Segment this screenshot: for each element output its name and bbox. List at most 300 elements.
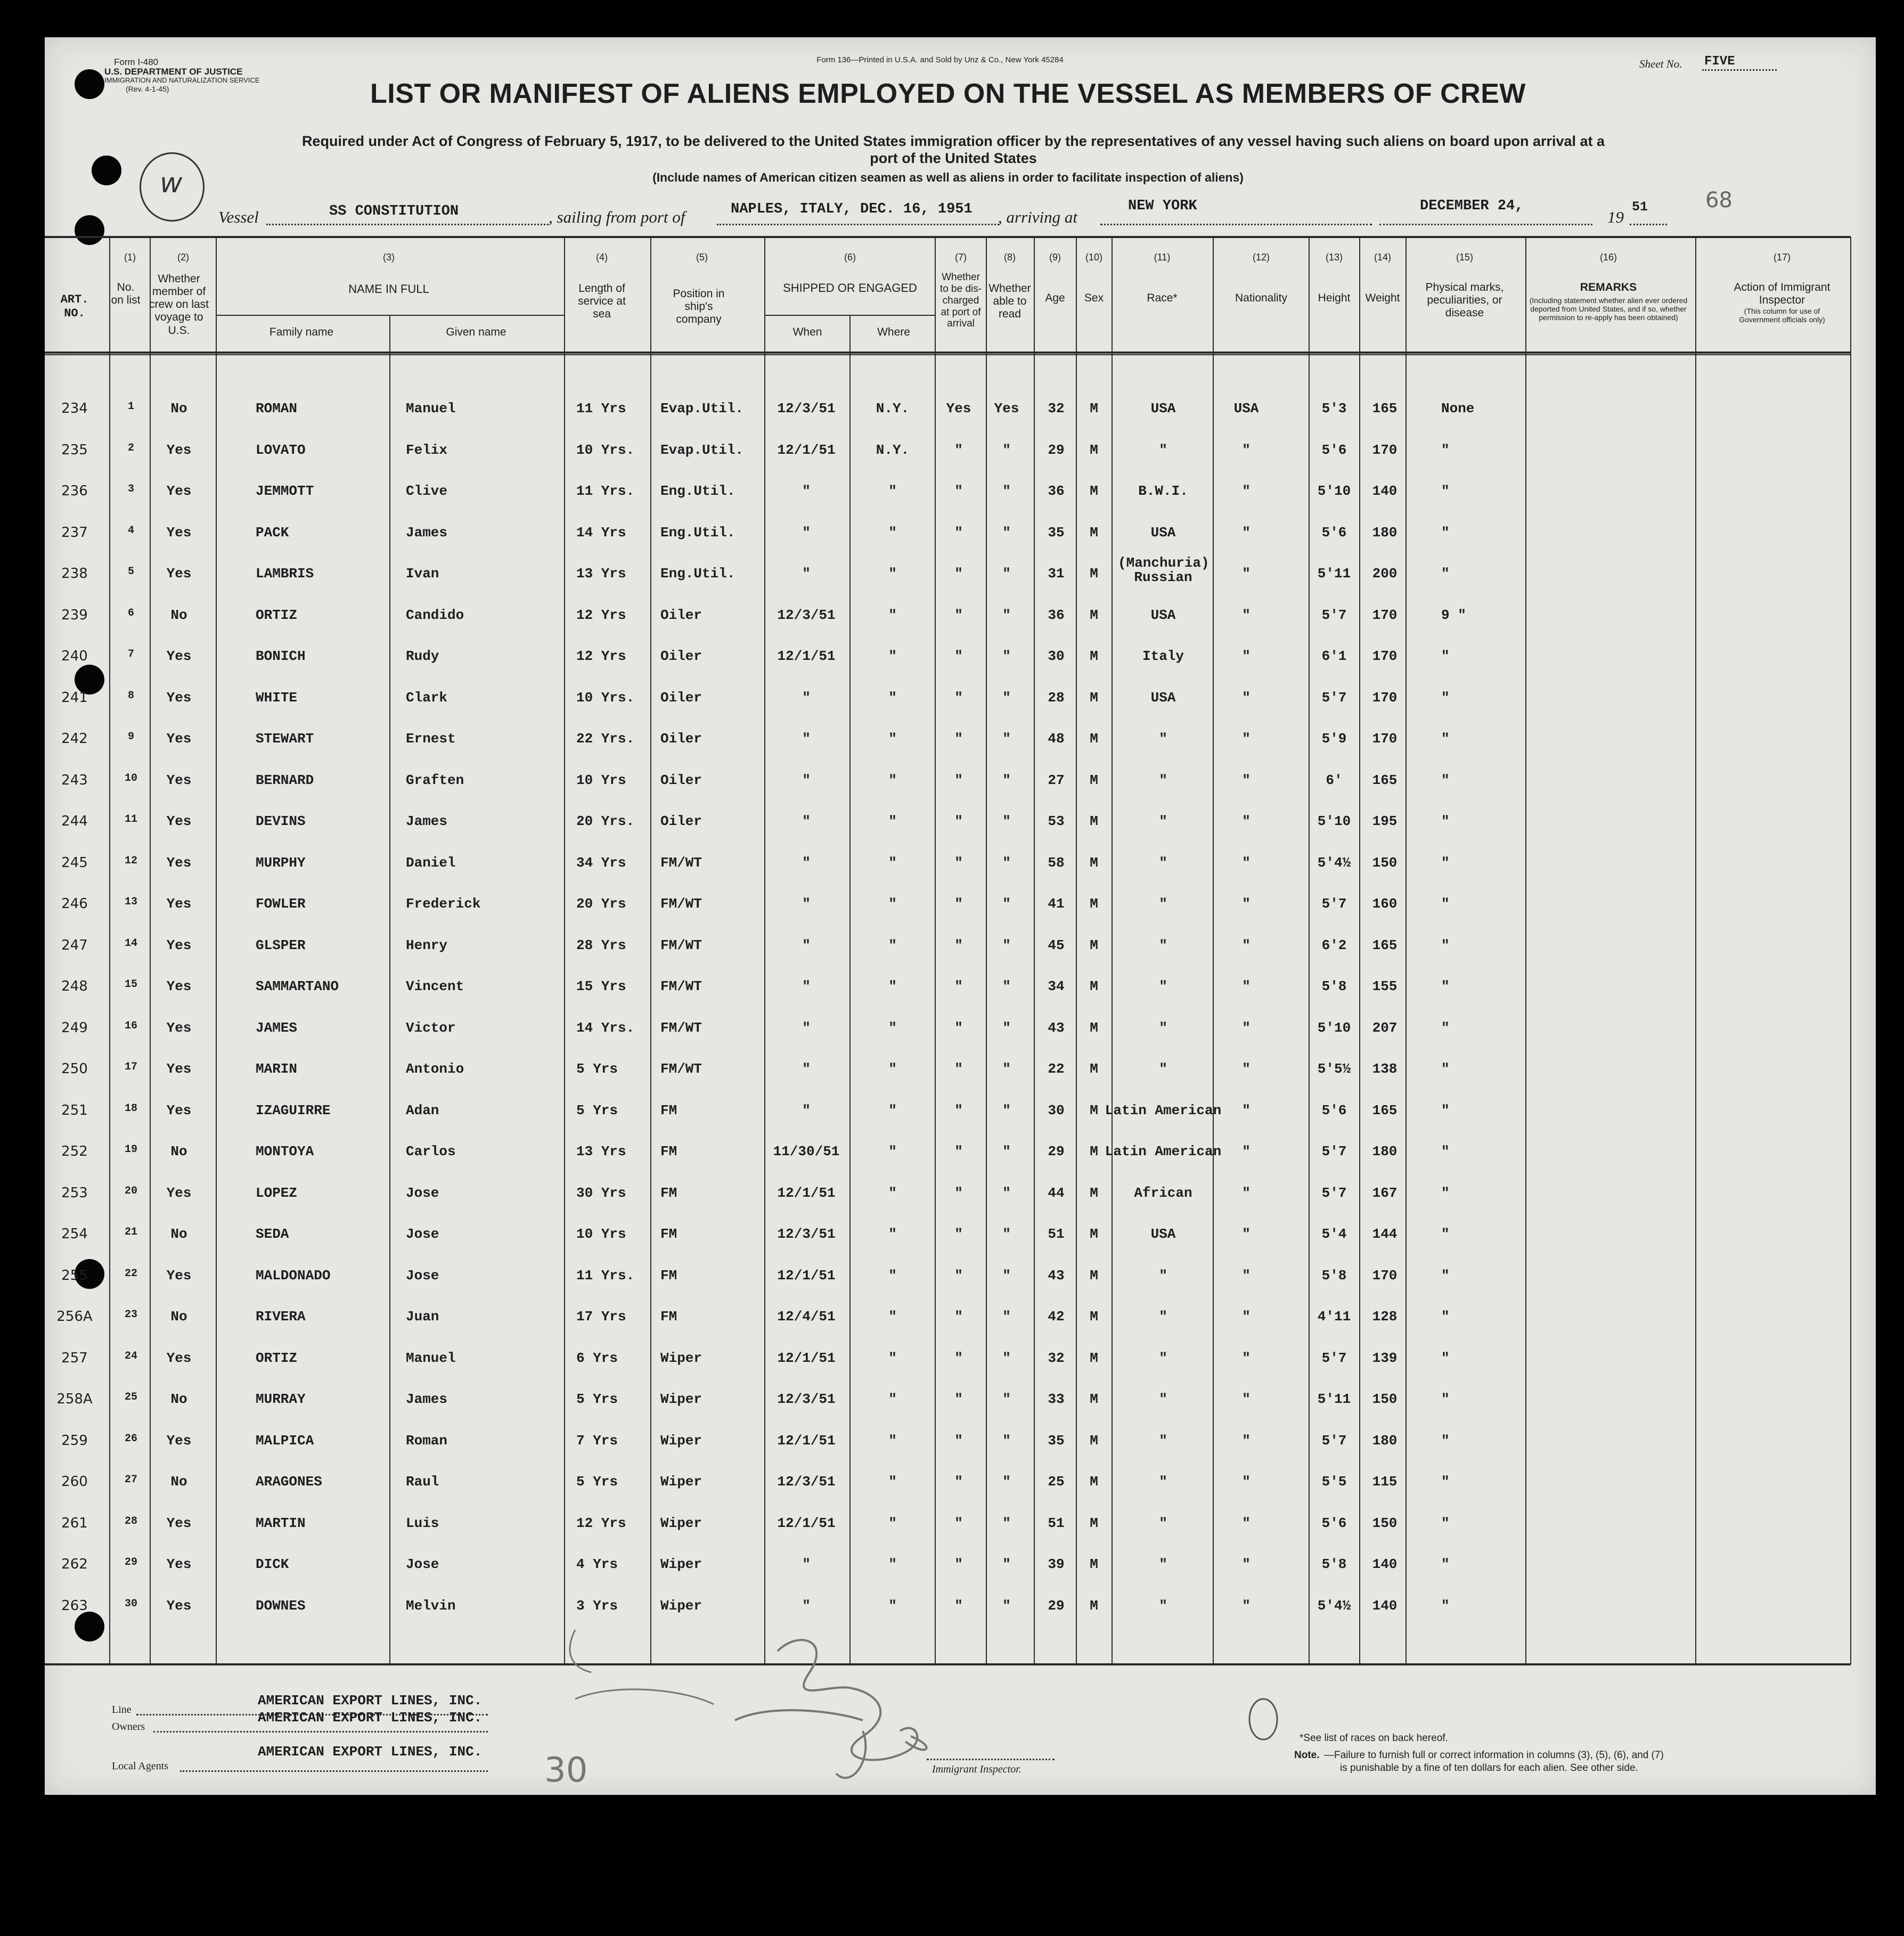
cell-given: James [406,813,448,829]
cell-disch: " [954,772,963,788]
cell-disch: " [954,731,963,747]
cell-race: USA [1150,607,1176,623]
header-nationality: Nationality [1235,292,1288,304]
cell-position: Oiler [660,813,702,829]
cell-height: 6'2 [1321,937,1347,953]
cell-disch: " [954,1598,963,1614]
cell-given: Melvin [406,1598,456,1614]
cell-read: " [1002,1474,1011,1490]
cell-no: 12 [124,855,138,867]
cell-height: 5'6 [1321,1102,1347,1118]
cell-race: " [1159,731,1167,747]
cell-height: 5'4 [1321,1226,1347,1242]
cell-position: FM [660,1226,677,1242]
cell-art: 235 [61,442,88,458]
cell-family: RIVERA [256,1309,306,1325]
cell-no: 9 [127,731,135,743]
cell-disch: " [954,607,963,623]
cell-family: ARAGONES [256,1474,322,1490]
cell-when: 12/3/51 [777,401,836,416]
cell-art: 256A [56,1309,93,1325]
cell-when: 12/1/51 [777,1268,836,1284]
cell-length: 14 Yrs. [576,1020,635,1036]
cell-where: " [888,855,897,871]
cell-when: 12/3/51 [777,607,836,623]
cell-nat: " [1242,1350,1251,1366]
cell-no: 10 [124,772,138,785]
cell-where: " [888,772,897,788]
cell-where: " [888,1474,897,1490]
cell-no: 17 [124,1061,138,1073]
cell-position: FM [660,1268,677,1284]
cell-where: " [888,1350,897,1366]
cell-race: " [1159,896,1167,912]
line-name: AMERICAN EXPORT LINES, INC. [258,1693,483,1709]
column-number: (11) [1154,252,1171,263]
cell-age: 31 [1048,566,1065,582]
cell-art: 251 [61,1102,88,1118]
cell-when: 12/1/51 [777,1515,836,1531]
header-age: Age [1045,292,1065,304]
cell-read: " [1002,1226,1011,1242]
cell-no: 2 [127,442,135,454]
cell-sex: M [1090,1556,1098,1572]
agents-name: AMERICAN EXPORT LINES, INC. [258,1744,483,1760]
cell-member: No [170,1226,187,1242]
cell-length: 12 Yrs [576,1515,626,1531]
cell-where: " [888,690,897,706]
cell-where: " [888,1226,897,1242]
cell-height: 5'7 [1321,896,1347,912]
cell-height: 5'3 [1321,401,1347,416]
cell-phys: " [1441,1268,1450,1284]
cell-weight: 150 [1372,1391,1398,1407]
cell-nat: " [1242,896,1251,912]
cell-member: Yes [166,1598,192,1614]
cell-disch: " [954,813,963,829]
cell-read: " [1002,978,1011,994]
cell-no: 25 [124,1391,138,1403]
cell-weight: 180 [1372,525,1398,541]
cell-where: " [888,978,897,994]
cell-read: " [1002,1061,1011,1077]
cell-art: 245 [61,855,88,871]
cell-no: 14 [124,937,138,950]
revision: (Rev. 4-1-45) [126,85,169,93]
cell-weight: 170 [1372,607,1398,623]
cell-when: 12/3/51 [777,1474,836,1490]
cell-no: 26 [124,1433,138,1445]
cell-member: Yes [166,525,192,541]
cell-nat: " [1242,690,1251,706]
arriving-label: , arriving at [998,208,1077,226]
cell-nat: " [1242,978,1251,994]
cell-length: 14 Yrs [576,525,626,541]
cell-length: 30 Yrs [576,1185,626,1201]
cell-height: 4'11 [1317,1309,1351,1325]
cell-race: " [1159,813,1167,829]
cell-phys: " [1441,442,1450,458]
cell-when: 12/3/51 [777,1391,836,1407]
cell-nat: " [1242,937,1251,953]
cell-no: 30 [124,1598,138,1610]
cell-weight: 115 [1372,1474,1398,1490]
column-number: (2) [177,252,189,263]
header-remarks: REMARKS [1580,281,1637,293]
cell-given: Candido [406,607,464,623]
cell-where: " [888,1556,897,1572]
cell-art: 253 [61,1185,88,1201]
cell-member: Yes [166,648,192,664]
cell-phys: " [1441,648,1450,664]
cell-age: 45 [1048,937,1065,953]
cell-race: " [1159,1350,1167,1366]
line-label: Line [112,1704,132,1716]
cell-disch: " [954,855,963,871]
cell-height: 5'7 [1321,1433,1347,1449]
cell-length: 5 Yrs [576,1474,618,1490]
cell-where: " [888,1598,897,1614]
cell-member: Yes [166,855,192,871]
cell-weight: 167 [1372,1185,1398,1201]
cell-phys: " [1441,855,1450,871]
note-label: Note. [1294,1750,1320,1761]
cell-no: 29 [124,1556,138,1569]
cell-given: Clark [406,690,448,706]
cell-race: USA [1150,401,1176,416]
cell-race: USA [1150,1226,1176,1242]
cell-height: 5'7 [1321,1185,1347,1201]
cell-member: Yes [166,937,192,953]
cell-family: DICK [256,1556,289,1572]
cell-art: 234 [61,401,88,416]
cell-no: 22 [124,1268,138,1280]
cell-race: " [1159,1268,1167,1284]
cell-family: LAMBRIS [256,566,314,582]
cell-no: 7 [127,648,135,660]
cell-age: 29 [1048,1143,1065,1159]
cell-position: Oiler [660,648,702,664]
cell-age: 29 [1048,442,1065,458]
cell-member: Yes [166,483,192,499]
cell-where: " [888,525,897,541]
header-remarks-sub: (Including statement whether alien ever ordered deported from United States, and if so, whether permission to re-apply has been obtained) [1529,296,1688,322]
cell-age: 32 [1048,401,1065,416]
cell-art: 248 [61,978,88,994]
cell-family: MALDONADO [256,1268,331,1284]
cell-nat: " [1242,1185,1251,1201]
cell-length: 11 Yrs [576,401,626,416]
cell-disch: " [954,648,963,664]
column-number: (8) [1004,252,1016,263]
cell-height: 5'6 [1321,442,1347,458]
cell-given: Frederick [406,896,481,912]
cell-family: JEMMOTT [256,483,314,499]
cell-nat: " [1242,566,1251,582]
cell-phys: " [1441,690,1450,706]
cell-position: FM [660,1102,677,1118]
cell-read: " [1002,648,1011,664]
cell-sex: M [1090,525,1098,541]
cell-when: 12/1/51 [777,442,836,458]
cell-length: 5 Yrs [576,1102,618,1118]
cell-art: 239 [61,607,88,623]
cell-given: Victor [406,1020,456,1036]
cell-weight: 140 [1372,1598,1398,1614]
cell-read: " [1002,1350,1011,1366]
cell-race: Latin American [1105,1143,1222,1159]
cell-disch: " [954,1061,963,1077]
cell-sex: M [1090,1515,1098,1531]
cell-sex: M [1090,1350,1098,1366]
cell-disch: " [954,896,963,912]
cell-weight: 170 [1372,442,1398,458]
cell-weight: 139 [1372,1350,1398,1366]
cell-family: ROMAN [256,401,298,416]
cell-weight: 170 [1372,731,1398,747]
header-no-on-list: No. on list [111,281,141,307]
cell-family: WHITE [256,690,298,706]
cell-phys: " [1441,1350,1450,1366]
cell-art: 258A [56,1391,93,1407]
cell-read: " [1002,1185,1011,1201]
cell-age: 22 [1048,1061,1065,1077]
cell-read: " [1002,1598,1011,1614]
cell-length: 3 Yrs [576,1598,618,1614]
cell-phys: " [1441,1598,1450,1614]
cell-nat: " [1242,1474,1251,1490]
cell-disch: " [954,1309,963,1325]
cell-no: 16 [124,1020,138,1032]
header-sex: Sex [1084,292,1104,304]
page-title: LIST OR MANIFEST OF ALIENS EMPLOYED ON THE VESSEL AS MEMBERS OF CREW [370,78,1526,109]
cell-given: Jose [406,1268,439,1284]
cell-weight: 155 [1372,978,1398,994]
cell-when: " [802,813,811,829]
header-height: Height [1318,292,1351,304]
cell-length: 15 Yrs [576,978,626,994]
cell-position: Evap.Util. [660,442,744,458]
cell-race: Italy [1142,648,1184,664]
cell-length: 22 Yrs. [576,731,635,747]
cell-age: 35 [1048,525,1065,541]
cell-when: " [802,1061,811,1077]
cell-position: Wiper [660,1556,702,1572]
header-where: Where [877,326,910,338]
cell-art: 254 [61,1226,88,1242]
cell-nat: " [1242,442,1251,458]
cell-weight: 150 [1372,855,1398,871]
cell-where: " [888,1433,897,1449]
cell-sex: M [1090,1474,1098,1490]
cell-family: PACK [256,525,289,541]
cell-family: DEVINS [256,813,306,829]
cell-member: Yes [166,896,192,912]
cell-disch: " [954,442,963,458]
cell-position: FM/WT [660,1061,702,1077]
cell-art: 252 [61,1143,88,1159]
cell-sex: M [1090,1309,1098,1325]
cell-family: MALPICA [256,1433,314,1449]
cell-read: " [1002,525,1011,541]
form-number: Form I-480 [114,57,159,67]
column-number: (3) [383,252,395,263]
cell-read: " [1002,772,1011,788]
column-number: (13) [1325,252,1343,263]
column-number: (15) [1456,252,1474,263]
cell-phys: " [1441,731,1450,747]
cell-sex: M [1090,442,1098,458]
cell-read: " [1002,483,1011,499]
cell-disch: " [954,1020,963,1036]
cell-weight: 180 [1372,1143,1398,1159]
cell-length: 11 Yrs. [576,483,635,499]
sheet-number: FIVE [1704,54,1735,69]
cell-weight: 150 [1372,1515,1398,1531]
cell-age: 36 [1048,483,1065,499]
column-number: (12) [1252,252,1270,263]
cell-sex: M [1090,813,1098,829]
cell-member: Yes [166,731,192,747]
cell-given: Graften [406,772,464,788]
cell-position: FM/WT [660,1020,702,1036]
cell-when: " [802,896,811,912]
column-number: (1) [124,252,136,263]
cell-nat: " [1242,772,1251,788]
cell-height: 5'7 [1321,1350,1347,1366]
cell-length: 5 Yrs [576,1061,618,1077]
cell-member: Yes [166,1556,192,1572]
cell-phys: " [1441,1185,1450,1201]
cell-sex: M [1090,1226,1098,1242]
cell-read: " [1002,1143,1011,1159]
circle-stamp-mark: w [160,167,183,199]
cell-sex: M [1090,978,1098,994]
cell-when: " [802,772,811,788]
cell-disch: " [954,566,963,582]
printer-line: Form 136—Printed in U.S.A. and Sold by Unz & Co., New York 45284 [816,55,1064,64]
cell-member: Yes [166,1061,192,1077]
cell-length: 12 Yrs [576,648,626,664]
cell-length: 28 Yrs [576,937,626,953]
subtitle: Required under Act of Congress of February 5, 1917, to be delivered to the United States immigration officer by the representatives of any vessel having such aliens on board upon arrival at a [301,133,1605,149]
cell-position: Wiper [660,1350,702,1366]
cell-art: 262 [61,1556,88,1572]
cell-nat: " [1242,1598,1251,1614]
cell-phys: " [1441,1556,1450,1572]
cell-phys: " [1441,1474,1450,1490]
cell-race: African [1134,1185,1192,1201]
cell-length: 10 Yrs. [576,690,635,706]
cell-nat: " [1242,1143,1251,1159]
year-prefix: 19 [1607,208,1624,226]
cell-position: FM [660,1143,677,1159]
cell-age: 30 [1048,648,1065,664]
cell-sex: M [1090,483,1098,499]
cell-read: " [1002,1020,1011,1036]
cell-sex: M [1090,1185,1098,1201]
cell-family: SAMMARTANO [256,978,339,994]
cell-art: 242 [61,731,88,747]
cell-sex: M [1090,1143,1098,1159]
cell-where: " [888,1185,897,1201]
cell-position: FM/WT [660,896,702,912]
cell-when: " [802,1598,811,1614]
cell-race: USA [1150,690,1176,706]
cell-no: 3 [127,483,135,495]
cell-art: 238 [61,566,88,582]
cell-phys: " [1441,1061,1450,1077]
cell-sex: M [1090,1102,1098,1118]
cell-height: 5'7 [1321,607,1347,623]
cell-art: 241 [61,690,88,706]
cell-disch: " [954,1433,963,1449]
cell-nat: " [1242,731,1251,747]
cell-art: 260 [61,1474,88,1490]
cell-given: Jose [406,1226,439,1242]
subtitle: port of the United States [870,150,1037,166]
cell-sex: M [1090,1391,1098,1407]
cell-member: Yes [166,772,192,788]
owners-name: AMERICAN EXPORT LINES, INC. [258,1710,483,1726]
cell-race: (Manchuria) Russian [1118,555,1210,586]
cell-read: " [1002,731,1011,747]
cell-member: Yes [166,1020,192,1036]
cell-member: Yes [166,1433,192,1449]
cell-height: 5'4½ [1317,855,1351,871]
cell-race: " [1159,1433,1167,1449]
cell-sex: M [1090,401,1098,416]
header-given: Given name [446,326,506,338]
cell-age: 36 [1048,607,1065,623]
cell-sex: M [1090,607,1098,623]
cell-length: 6 Yrs [576,1350,618,1366]
cell-no: 6 [127,607,135,619]
cell-length: 13 Yrs [576,1143,626,1159]
cell-sex: M [1090,855,1098,871]
cell-no: 23 [124,1309,138,1321]
cell-phys: " [1441,896,1450,912]
cell-no: 13 [124,896,138,908]
header-art-no: ART. NO. [60,293,89,321]
cell-art: 240 [61,648,88,664]
cell-when: " [802,690,811,706]
cell-nat: " [1242,607,1251,623]
cell-length: 20 Yrs [576,896,626,912]
cell-no: 15 [124,978,138,991]
cell-given: James [406,525,448,541]
cell-phys: " [1441,1391,1450,1407]
cell-family: STEWART [256,731,314,747]
vessel-name: SS CONSTITUTION [329,203,459,219]
cell-nat: " [1242,1433,1251,1449]
cell-phys: " [1441,1102,1450,1118]
arrival-date: DECEMBER 24, [1420,198,1524,214]
cell-sex: M [1090,896,1098,912]
cell-age: 42 [1048,1309,1065,1325]
cell-length: 13 Yrs [576,566,626,582]
cell-when: 12/1/51 [777,1433,836,1449]
cell-family: IZAGUIRRE [256,1102,331,1118]
cell-family: BONICH [256,648,306,664]
cell-read: " [1002,937,1011,953]
cell-height: 5'4½ [1317,1598,1351,1614]
cell-height: 6'1 [1321,648,1347,664]
cell-phys: " [1441,813,1450,829]
cell-family: SEDA [256,1226,289,1242]
cell-given: Manuel [406,401,456,416]
cell-weight: 170 [1372,648,1398,664]
